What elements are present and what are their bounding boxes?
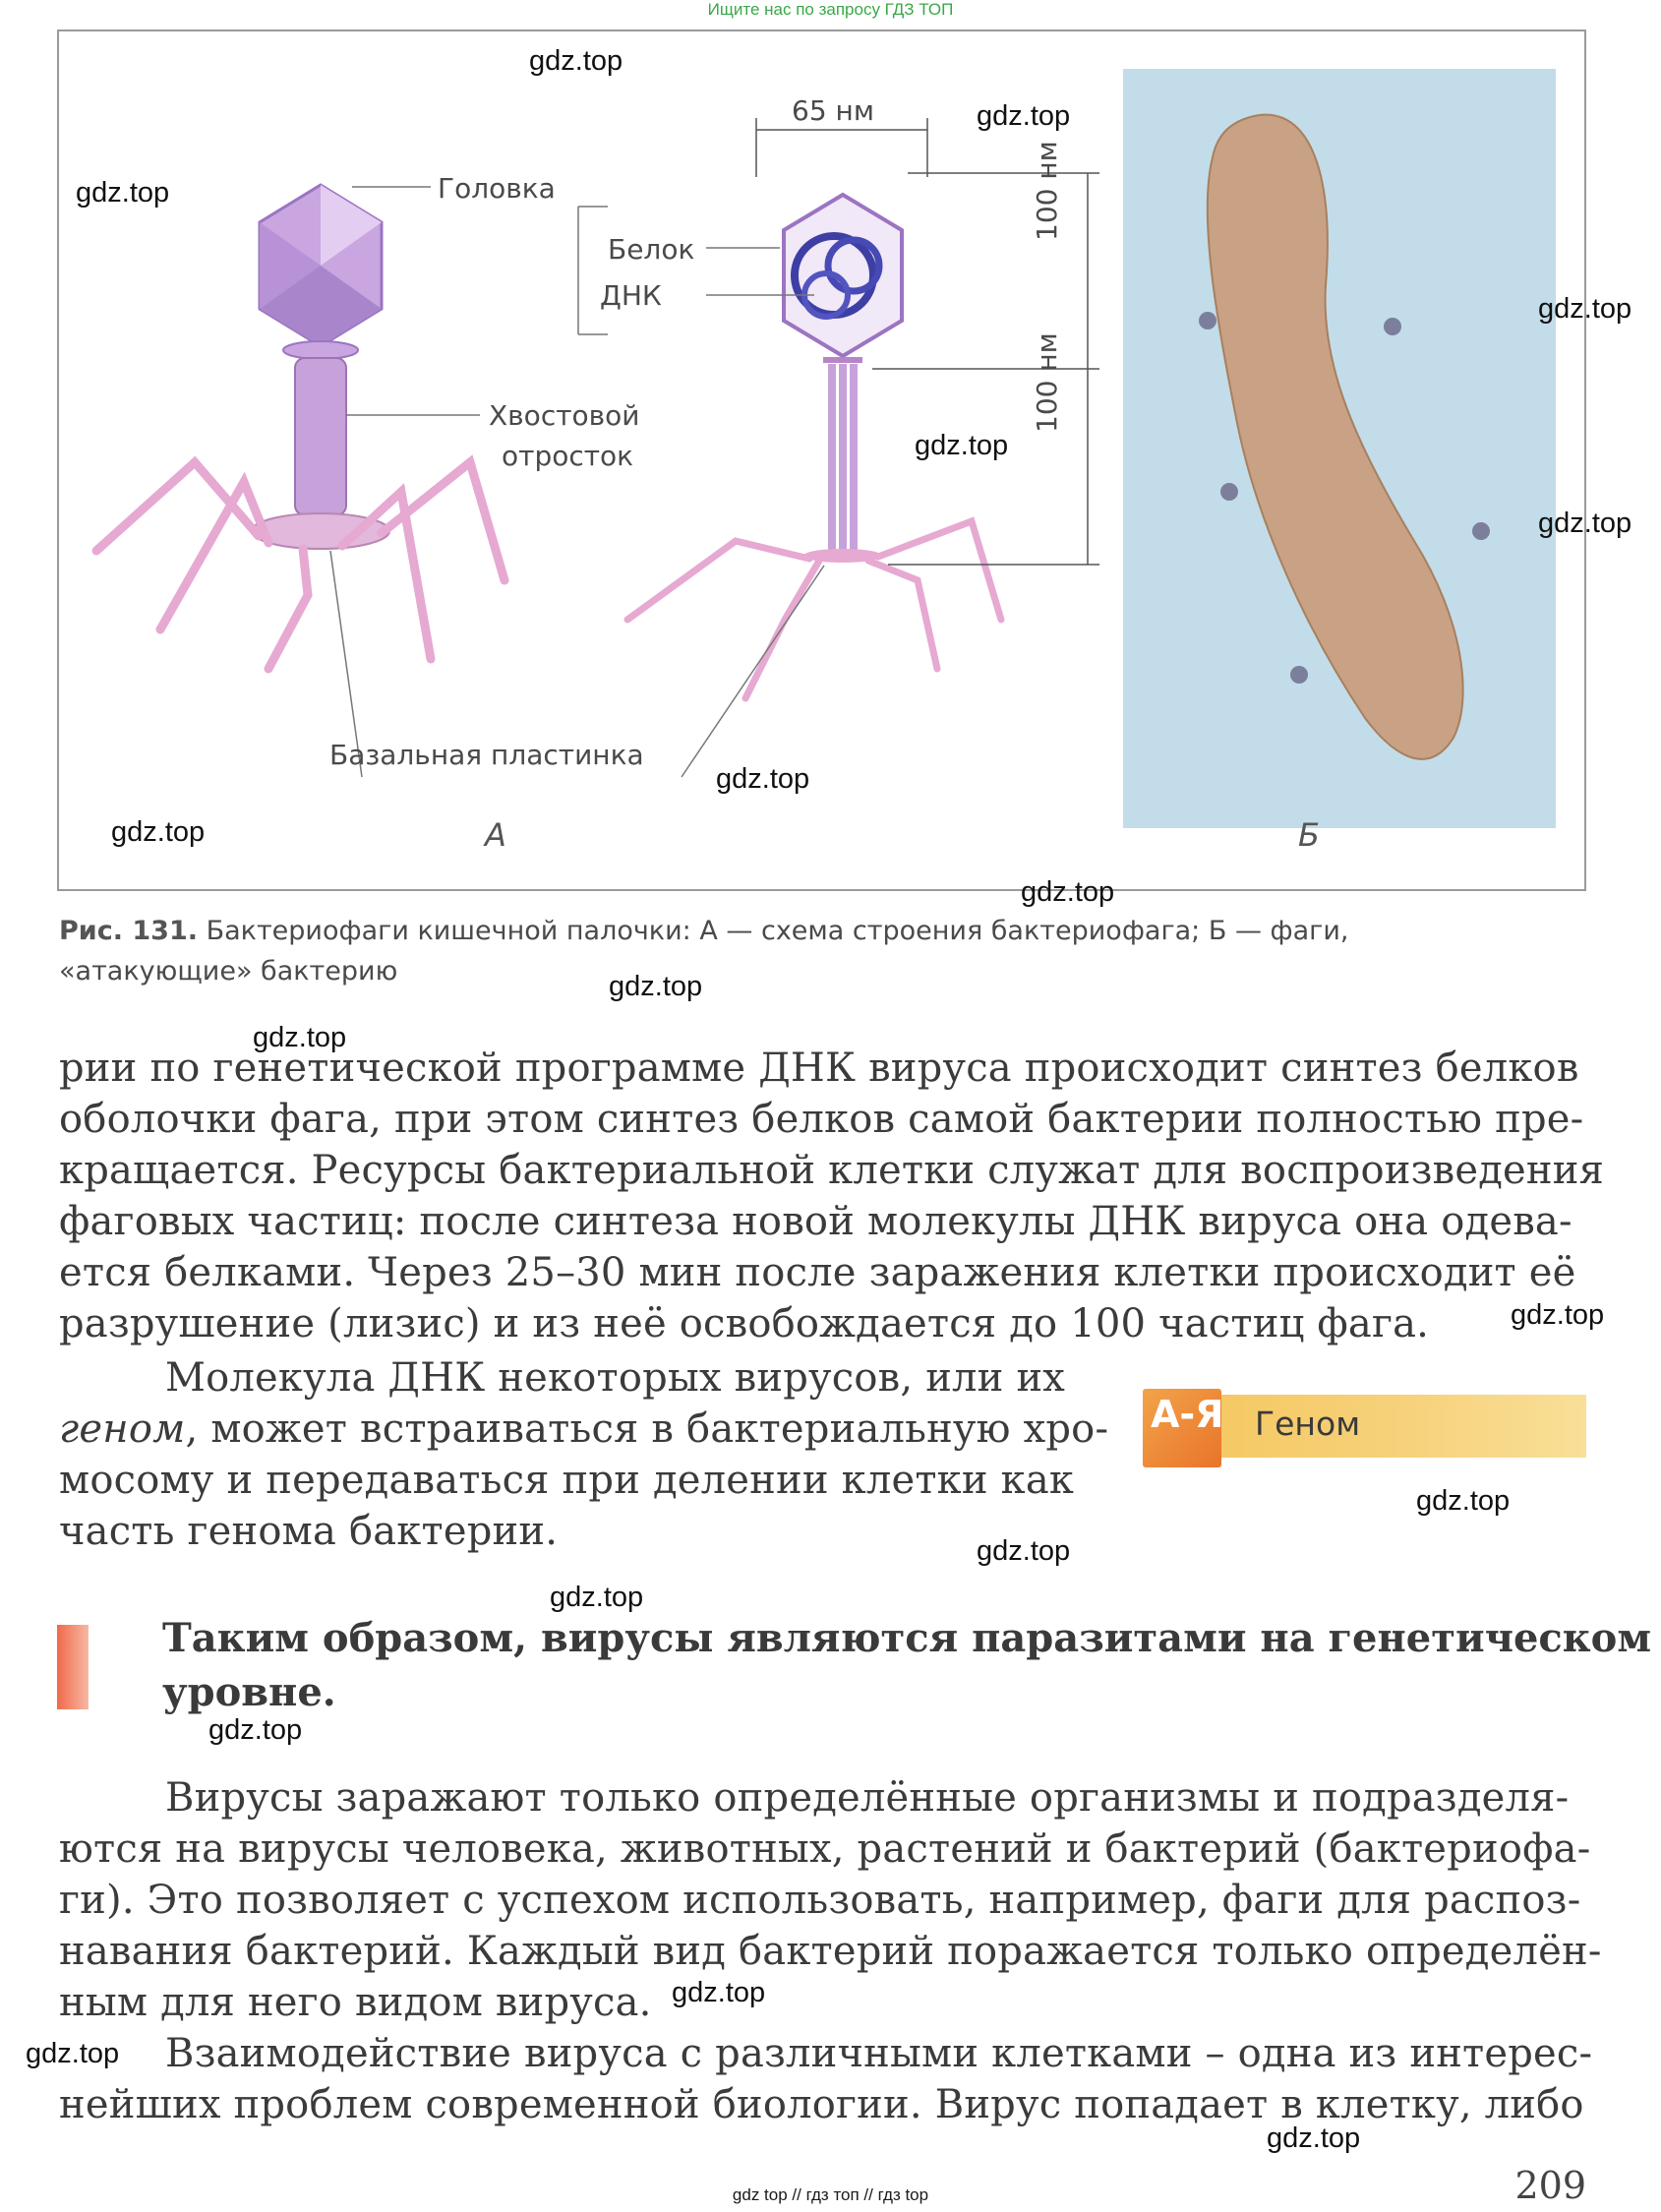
dimension-width: 65 нм [792,94,874,127]
p1-line: оболочки фага, при этом синтез белков самой бактерии полностью пре- [59,1097,1584,1142]
watermark: gdz.top [1021,876,1115,908]
watermark: gdz.top [550,1582,644,1613]
p1-line: фаговых частиц: после синтеза новой молекулы ДНК вируса она одева- [59,1199,1572,1244]
watermark: gdz.top [716,763,810,795]
caption-line-1: Бактериофаги кишечной палочки: А — схема строения бактериофага; Б — фаги, [198,916,1349,946]
p1-line: рии по генетической программе ДНК вируса происходит синтез белков [59,1046,1579,1091]
watermark: gdz.top [26,2038,120,2069]
watermark: gdz.top [1538,293,1632,325]
footer-banner: gdz top // гдз топ // гдз top [732,2185,929,2204]
page-number: 209 [1514,2164,1586,2207]
glossary-icon-text: А-Я [1151,1393,1224,1436]
p4-line: Взаимодействие вируса с различными клетками – одна из интерес- [165,2031,1593,2076]
p3-line: Вирусы заражают только определённые организмы и подразделя- [165,1775,1570,1821]
watermark: gdz.top [1267,2122,1361,2154]
label-dna: ДНК [600,279,662,312]
p3-line: ются на вирусы человека, животных, растений и бактерий (бактериофа- [59,1826,1591,1872]
p2-line-rest: , может встраиваться в бактериальную хро- [185,1406,1109,1452]
watermark: gdz.top [208,1714,303,1746]
watermark: gdz.top [672,1977,766,2008]
label-tail-2: отросток [502,440,634,472]
p2-line [59,1404,1108,1455]
dimension-tail: 100 нм [1031,332,1063,433]
label-protein: Белок [608,233,695,266]
watermark: gdz.top [1416,1485,1511,1517]
watermark: gdz.top [977,1535,1071,1567]
label-tail-1: Хвостовой [489,399,640,432]
p1-line: кращается. Ресурсы бактериальной клетки служат для воспроизведения [59,1148,1605,1193]
conclusion-line: уровне. [162,1669,336,1715]
watermark: gdz.top [253,1022,347,1053]
watermark: gdz.top [111,816,206,848]
glossary-term: Геном [1255,1405,1361,1443]
p2-line: часть генома бактерии. [59,1509,559,1554]
watermark: gdz.top [1538,508,1632,539]
watermark: gdz.top [529,45,623,77]
top-banner: Ищите нас по запросу ГДЗ ТОП [707,0,954,19]
panel-letter-b: Б [1298,816,1320,854]
term-genome: геном [59,1406,186,1452]
panel-letter-a: А [485,816,506,854]
p2-line: мосому и передаваться при делении клетки как [59,1458,1075,1503]
caption-line-2: «атакующие» бактерию [59,956,398,986]
caption-number: Рис. 131. [59,916,198,946]
phage-section-drawing [578,118,1099,777]
p1-line: разрушение (лизис) и из неё освобождается до 100 частиц фага. [59,1301,1430,1346]
p4-line: нейших проблем современной биологии. Вирус попадает в клетку, либо [59,2082,1584,2127]
bacteria-photo-panel [1123,69,1556,828]
watermark: gdz.top [609,971,703,1002]
p1-line: ется белками. Через 25–30 мин после заражения клетки происходит её [59,1250,1576,1295]
watermark: gdz.top [977,100,1071,132]
figure-caption [59,911,1534,991]
conclusion-line: Таким образом, вирусы являются паразитами на генетическом [162,1615,1652,1661]
p3-line: ным для него видом вируса. [59,1980,652,2025]
watermark: gdz.top [915,430,1009,461]
label-head: Головка [438,172,556,205]
conclusion-accent-bar [57,1625,89,1709]
p3-line: ги). Это позволяет с успехом использовать, например, фаги для распоз- [59,1878,1581,1923]
dimension-head: 100 нм [1031,141,1063,241]
p2-line: Молекула ДНК некоторых вирусов, или их [165,1355,1066,1401]
watermark: gdz.top [76,177,170,209]
phage-external-drawing [96,185,504,777]
figure-illustration [57,30,1586,891]
label-basal-plate: Базальная пластинка [329,739,644,771]
watermark: gdz.top [1511,1299,1605,1331]
p3-line: навания бактерий. Каждый вид бактерий поражается только определён- [59,1929,1602,1974]
